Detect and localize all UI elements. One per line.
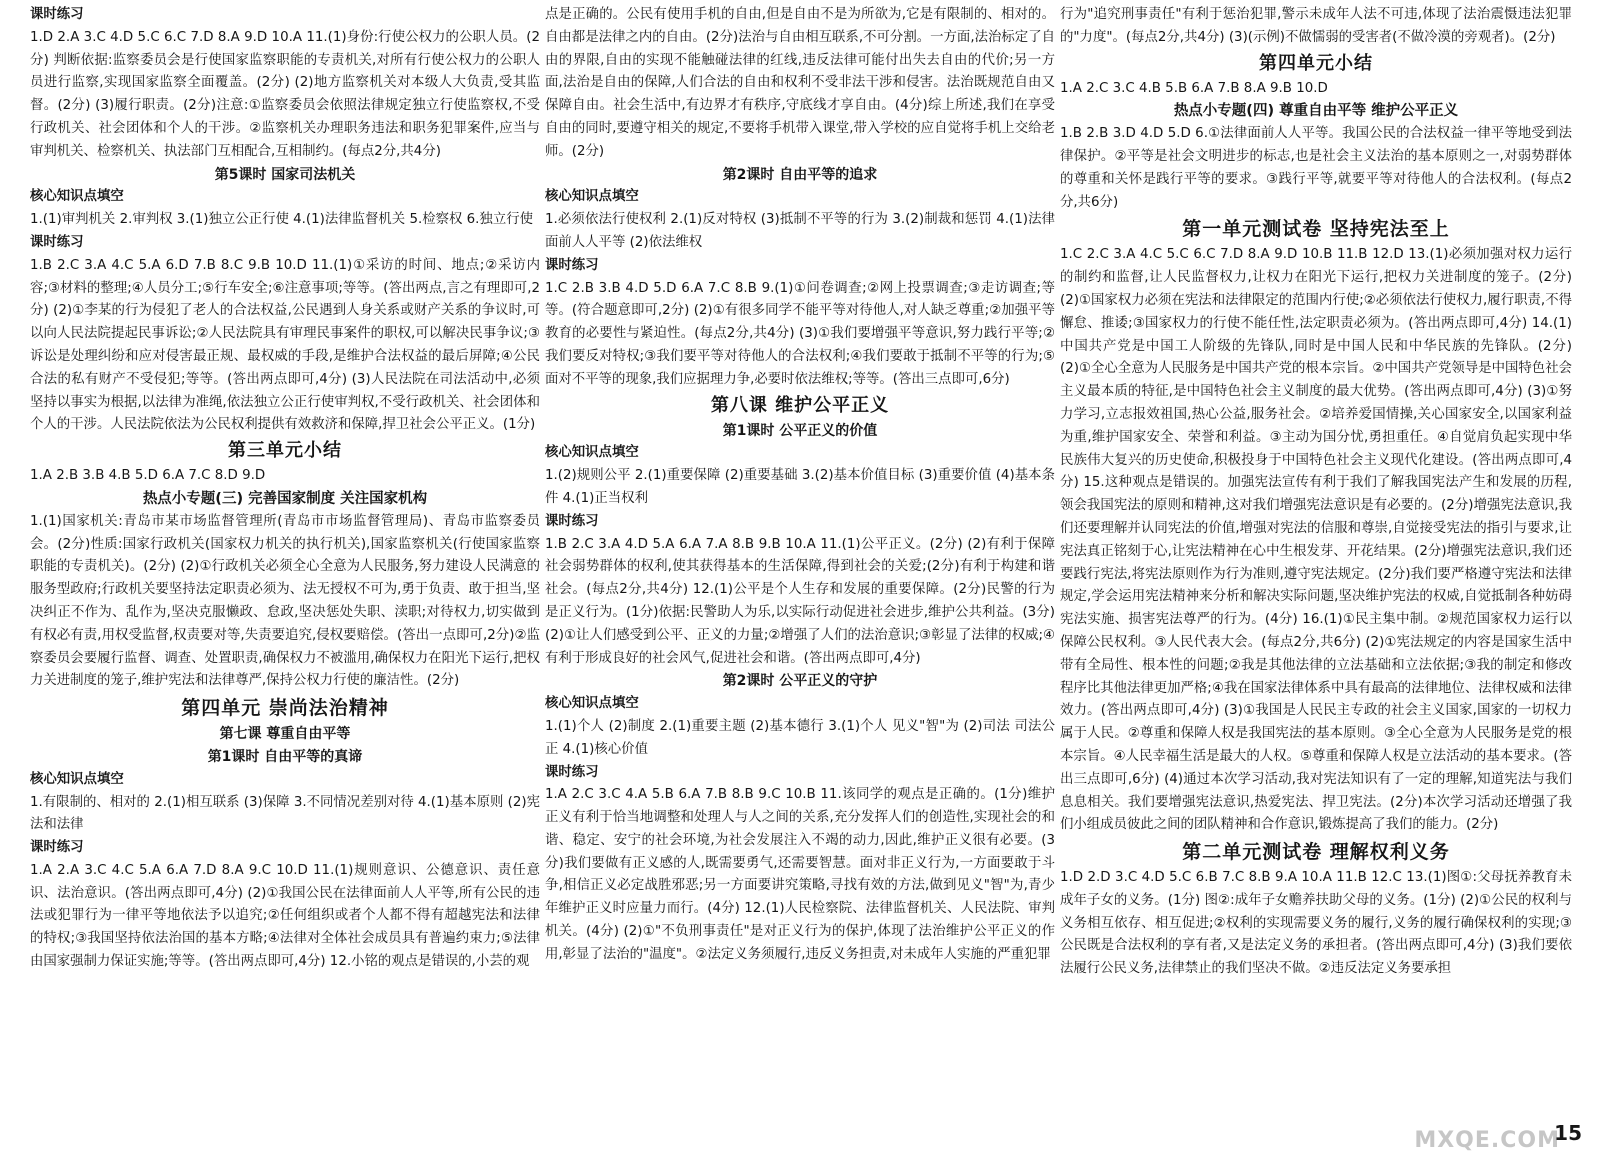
answer-column-middle — [545, 4, 1055, 1132]
answer-paragraph: 1.有限制的、相对的 2.(1)相互联系 (3)保障 3.不同情况差别对待 4.(1)基本原则 (2)宪法和法律 — [30, 794, 540, 833]
answer-paragraph: 点是正确的。公民有使用手机的自由,但是自由不是为所欲为,它是有限制的、相对的。自由都是法律之内的自由。(2分)法治与自由相互联系,不可分割。一方面,法治标定了自由的界限,自由的实现不能触碰法律的红线,违反法律可能付出失去自由的代价;另一方面,法治是自由的保障,人们合法的自由和权利不受非法干涉和侵害。法治既规范自由又保障自由。社会生活中,有边界才有秩序,守底线才享自由。(4分)综上所述,我们在享受自由的同时,要遵守相关的规定,不要将手机带入课堂,带入学校的应自觉将手机上交给老师。(2分) — [545, 7, 1055, 159]
answer-paragraph: 1.A 2.C 3.C 4.B 5.B 6.A 7.B 8.A 9.B 10.D — [1060, 80, 1328, 96]
section-label: 核心知识点填空 — [545, 189, 639, 205]
answer-paragraph: 1.B 2.C 3.A 4.D 5.A 6.A 7.A 8.B 9.B 10.A 11.(1)公平正义。(2分) (2)有利于保障社会弱势群体的权利,使其获得基本的生活保障,得到社会的关爱;(2分)有利于构建和谐社会。(每点2分,共4分) 12.(1)公平是个人生存和发展的重要保障。(2分)民警的行为是正义行为。(1分)依据:民警助人为乐,以实际行动促进社会进步,维护公共利益。(3分) (2)①让人们感受到公平、正义的力量;②增强了人们的法治意识;③彰显了法律的权威;④有利于形成良好的社会风气,促进社会和谐。(答出两点即可,4分) — [545, 536, 1055, 666]
unit-heading: 第四单元小结 — [1259, 52, 1373, 74]
section-label: 课时练习 — [30, 7, 84, 22]
answer-column-right — [1060, 4, 1572, 1132]
unit-title: 第四单元 崇尚法治精神 — [181, 697, 389, 720]
section-label: 核心知识点填空 — [545, 696, 639, 712]
answer-paragraph: 1.(1)国家机关:青岛市某市场监督管理所(青岛市市场监督管理局)、青岛市监察委员会。(2分)性质:国家行政机关(国家权力机关的执行机关),国家监察机关(行使国家监察职能的专责机关)。(2分) (2)①行政机关必须全心全意为人民服务,努力建设人民满意的服务型政府;行政机关要坚持法定职责必须为、法无授权不可为,勇于负责、敢于担当,坚决纠正不作为、乱作为,坚决克服懒政、怠政,坚决惩处失职、渎职;对待权力,切实做到有权必有责,用权受监督,权责要对等,失责要追究,侵权要赔偿。(答出一点即可,2分)②监察委员会要履行监督、调查、处置职责,确保权力不被滥用,确保权力在阳光下运行,把权力关进制度的笼子,维护宪法和法律尊严,保持公权力行使的廉洁性。(2分) — [30, 513, 540, 689]
answer-paragraph: 1.C 2.C 3.A 4.C 5.C 6.C 7.D 8.A 9.D 10.B 11.B 12.D 13.(1)必须加强对权力运行的制约和监督,让人民监督权力,让权力在阳光下运行,把权力关进制度的笼子。(2分) (2)①国家权力必须在宪法和法律限定的范围内行使;②必须依法行使权力,履行职责,不得懈怠、推诿;③国家权力的行使不能任性,法定职责必须为。(答出两点即可,4分) 14.(1)中国共产党是中国工人阶级的先锋队,同时是中国人民和中华民族的先锋队。(2分) (2)①全心全意为人民服务是中国共产党的根本宗旨。②中国共产党领导是中国特色社会主义最本质的特征,是中国特色社会主义制度的最大优势。(答出两点即可,4分) (3)①努力学习,立志报效祖国,热心公益,服务社会。②培养爱国情操,关心国家安全,以国家利益为重,维护国家安全、荣誉和利益。③主动为国分忧,勇担重任。④自觉肩负起实现中华民族伟大复兴的历史使命,积极投身于中国特色社会主义现代化建设。(答出两点即可,4分) 15.这种观点是错误的。加强宪法宣传有利于我们了解我国宪法产生和发展的历程,领会我国宪法的原则和精神,这对我们增强宪法意识是有必要的。(2分)增强宪法意识,我们还要理解并认同宪法的价值,增强对宪法的信服和尊崇,自觉接受宪法的指引与要求,让宪法真正铭刻于心,让宪法精神在心中生根发芽、开花结果。(2分)增强宪法意识,我们还要践行宪法,将宪法原则作为行为准则,遵守宪法规定。(2分)我们要严格遵守宪法和法律规定,学会运用宪法精神来分析和解决实际问题,坚决维护宪法的权威,自觉抵制各种妨碍宪法实施、损害宪法尊严的行为。(4分) 16.(1)①民主集中制。②规范国家权力运行以保障公民权利。③人民代表大会。(每点2分,共6分) (2)①宪法规定的内容是国家生活中带有全局性、根本性的问题;②我是其他法律的立法基础和立法依据;③我的制定和修改程序比其他法律更加严格;④我在国家法律体系中具有最高的法律地位、法律权威和法律效力。(答出两点即可,4分) (3)①我国是人民民主专政的社会主义国家,国家的一切权力属于人民。②尊重和保障人权是我国宪法的基本原则。③全心全意为人民服务是党的根本宗旨。④人民幸福生活是最大的人权。⑤尊重和保障人权是立法活动的基本要求。(答出三点即可,6分) (4)通过本次学习活动,我对宪法知识有了一定的理解,知道宪法与我们息息相关。我们要增强宪法意识,热爱宪法、捍卫宪法。(2分)本次学习活动还增强了我们小组成员彼此之间的团队精神和合作意识,锻炼提高了我们的能力。(2分) — [1060, 247, 1572, 833]
section-label: 核心知识点填空 — [545, 445, 639, 461]
section-label: 课时练习 — [30, 840, 84, 856]
unit-title: 第二单元测试卷 理解权利义务 — [1182, 841, 1450, 864]
section-label: 核心知识点填空 — [30, 189, 124, 205]
section-label: 课时练习 — [30, 234, 84, 250]
section-label: 核心知识点填空 — [30, 771, 124, 787]
unit-heading: 第八课 维护公平正义 — [710, 394, 890, 416]
answer-paragraph: 行为"追究刑事责任"有利于惩治犯罪,警示未成年人法不可违,体现了法治震慑违法犯罪的"力度"。(每点2分,共4分) (3)(示例)不做懦弱的受害者(不做冷漠的旁观者)。(2分) — [1060, 7, 1572, 45]
answer-paragraph: 1.(1)审判机关 2.审判权 3.(1)独立公正行使 4.(1)法律监督机关 5.检察权 6.独立行使 — [30, 212, 533, 228]
unit-heading: 第三单元小结 — [228, 440, 342, 462]
section-label: 课时练习 — [545, 257, 599, 273]
answer-column-left — [30, 4, 540, 1132]
section-label: 课时练习 — [545, 513, 599, 529]
section-label: 课时练习 — [545, 764, 599, 780]
lesson-heading: 第2课时 自由平等的追求 — [722, 166, 878, 183]
unit-title: 第一单元测试卷 坚持宪法至上 — [1182, 218, 1450, 241]
topic-heading: 热点小专题(四) 尊重自由平等 维护公平正义 — [1173, 103, 1459, 120]
answer-paragraph: 1.必须依法行使权利 2.(1)反对特权 (3)抵制不平等的行为 3.(2)制裁和惩罚 4.(1)法律面前人人平等 (2)依法维权 — [545, 212, 1055, 250]
answer-paragraph: 1.D 2.A 3.C 4.D 5.C 6.C 7.D 8.A 9.D 10.A 11.(1)身份:行使公权力的公职人员。(2分) 判断依据:监察委员会是行使国家监察职能的专责机关,对所有行使公权力的公职人员进行监察,实现国家监察全面覆盖。(2分) (2)地方监察机关对本级人大负责,受其监督。(2分) (3)履行职责。(2分)注意:①监察委员会依照法律规定独立行使监察权,不受行政机关、社会团体和个人的干涉。②监察机关办理职务违法和职务犯罪案件,应当与审判机关、检察机关、执法部门互相配合,互相制约。(每点2分,共4分) — [30, 29, 540, 159]
lesson-heading: 第1课时 公平正义的价值 — [722, 422, 878, 439]
answer-paragraph: 1.A 2.B 3.B 4.B 5.D 6.A 7.C 8.D 9.D — [30, 468, 266, 484]
answer-paragraph: 1.B 2.B 3.D 4.D 5.D 6.①法律面前人人平等。我国公民的合法权益一律平等地受到法律保护。②平等是社会文明进步的标志,也是社会主义法治的基本原则之一,对弱势群体的尊重和关怀是践行平等的要求。③践行平等,就要平等对待他人的合法权利。(每点2分,共6分) — [1060, 126, 1572, 210]
page-number: 15 — [1554, 1121, 1582, 1145]
lesson-heading: 第5课时 国家司法机关 — [214, 166, 356, 183]
answer-paragraph: 1.C 2.B 3.B 4.D 5.D 6.A 7.C 8.B 9.(1)①问卷调查;②网上投票调查;③走访调查;等等。(符合题意即可,2分) (2)①有很多同学不能平等对待他人,对人缺乏尊重;②加强平等教育的必要性与紧迫性。(每点2分,共4分) (3)①我们要增强平等意识,努力践行平等;②我们要反对特权;③我们要平等对待他人的合法权利;④我们要敢于抵制不平等的行为;⑤面对不平等的现象,我们应据理力争,必要时依法维权;等等。(答出三点即可,6分) — [545, 280, 1055, 387]
answer-paragraph: 1.A 2.A 3.C 4.C 5.A 6.A 7.D 8.A 9.C 10.D 11.(1)规则意识、公德意识、责任意识、法治意识。(答出两点即可,4分) (2)①我国公民在法律面前人人平等,所有公民的违法或犯罪行为一律平等地依法予以追究;②任何组织或者个人都不得有超越宪法和法律的特权;③我国坚持依法治国的基本方略;④法律对全体社会成员具有普遍约束力;⑤法律由国家强制力保证实施;等等。(答出两点即可,4分) 12.小铭的观点是错误的,小芸的观 — [30, 862, 540, 970]
answer-paragraph: 1.(1)个人 (2)制度 2.(1)重要主题 (2)基本德行 3.(1)个人 见义"智"为 (2)司法 司法公正 4.(1)核心价值 — [545, 718, 1055, 757]
answer-paragraph: 1.A 2.C 3.C 4.A 5.B 6.A 7.B 8.B 9.C 10.B 11.该同学的观点是正确的。(1分)维护正义有利于恰当地调整和处理人与人之间的关系,充分发挥人们的创造性,实现社会的和谐、稳定、安宁的社会环境,为社会发展注入不竭的动力,因此,维护正义很有必要。(3分)我们要做有正义感的人,既需要勇气,还需要智慧。面对非正义行为,一方面要敢于斗争,相信正义必定战胜邪恶;另一方面要讲究策略,寻找有效的方法,做到见义"智"为,青少年维护正义时应量力而行。(4分) 12.(1)人民检察院、法律监督机关、人民法院、审判机关。(4分) (2)①"不负刑事责任"是对正义行为的保护,体现了法治维护公平正义的作用,彰显了法治的"温度"。②法定义务须履行,违反义务担责,对未成年人实施的严重犯罪 — [545, 787, 1055, 962]
answer-paragraph: 1.D 2.D 3.C 4.D 5.C 6.B 7.C 8.B 9.A 10.A 11.B 12.C 13.(1)图①:父母抚养教育未成年子女的义务。(1分) 图②:成年子女赡养扶助父母的义务。(1分) (2)①公民的权利与义务相互依存、相互促进;②权利的实现需要义务的履行,义务的履行确保权利的实现;③公民既是合法权利的享有者,又是法定义务的承担者。(答出两点即可,4分) (3)我们要依法履行公民义务,法律禁止的我们坚决不做。②违反法定义务要承担 — [1060, 870, 1572, 977]
answer-paragraph: 1.(2)规则公平 2.(1)重要保障 (2)重要基础 3.(2)基本价值目标 (3)重要价值 (4)基本条件 4.(1)正当权利 — [545, 468, 1055, 506]
lesson-heading: 第2课时 公平正义的守护 — [722, 673, 878, 690]
answer-paragraph: 1.B 2.C 3.A 4.C 5.A 6.D 7.B 8.C 9.B 10.D 11.(1)①采访的时间、地点;②采访内容;③材料的整理;④人员分工;⑤行车安全;⑥注意事项;等等。(答出两点,言之有理即可,2分) (2)①李某的行为侵犯了老人的合法权益,公民遇到人身关系或财产关系的争议时,可以向人民法院提起民事诉讼;②人民法院具有审理民事案件的职权,可以解决民事争议;③诉讼是处理纠纷和应对侵害最正规、最权威的手段,是维护合法权益的最后屏障;④公民合法的私有财产不受侵犯;等等。(答出两点即可,4分) (3)人民法院在司法活动中,必须坚持以事实为根据,以法律为准绳,依法独立公正行使审判权,不受行政机关、社会团体和个人的干涉。人民法院依法为公民权利提供有效救济和保障,捍卫社会公平正义。(1分) — [30, 257, 540, 433]
lesson-heading: 第七课 尊重自由平等 — [219, 726, 351, 743]
lesson-heading: 第1课时 自由平等的真谛 — [207, 748, 363, 765]
topic-heading: 热点小专题(三) 完善国家制度 关注国家机构 — [142, 490, 428, 507]
watermark-logo: MXQE.COM — [1414, 1128, 1560, 1153]
